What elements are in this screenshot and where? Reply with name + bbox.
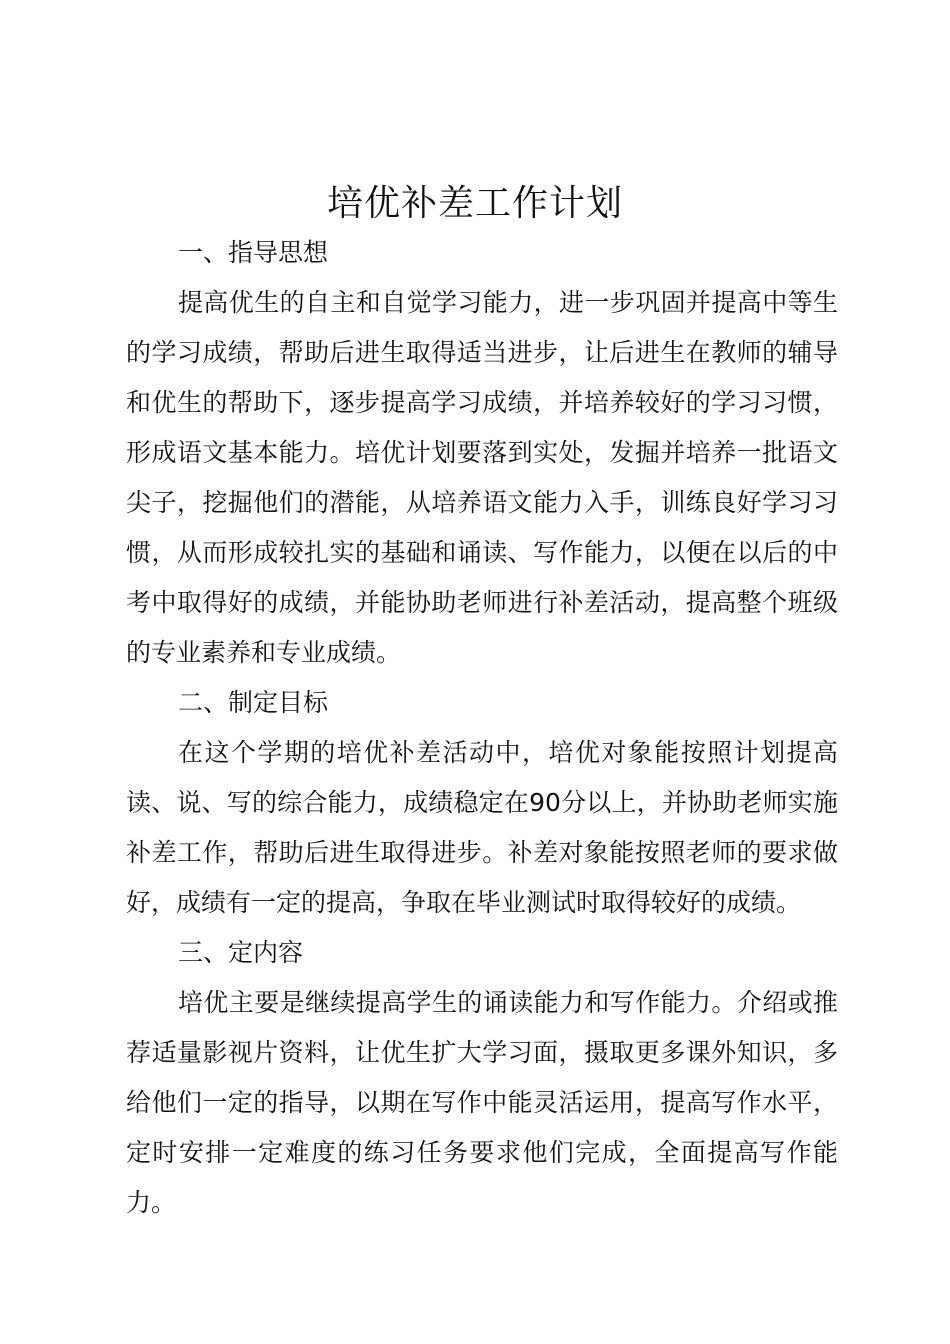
section-heading-guiding-ideology: 一、指导思想	[178, 238, 329, 267]
document-body	[126, 228, 838, 1228]
section-paragraph-content: 培优主要是继续提高学生的诵读能力和写作能力。介绍或推荐适量影视片资料，让优生扩大学习面，摄取更多课外知识，多给他们一定的指导，以期在写作中能灵活运用，提高写作水平，定时安排一定难度的练习任务要求他们完成，全面提高写作能力。	[126, 988, 838, 1217]
section-heading-goals: 二、制定目标	[178, 688, 329, 717]
section-heading-content: 三、定内容	[178, 938, 304, 967]
section-paragraph-guiding-ideology: 提高优生的自主和自觉学习能力，进一步巩固并提高中等生的学习成绩，帮助后进生取得适当进步，让后进生在教师的辅导和优生的帮助下，逐步提高学习成绩，并培养较好的学习习惯，形成语文基本能力。培优计划要落到实处，发掘并培养一批语文尖子，挖掘他们的潜能，从培养语文能力入手，训练良好学习习惯，从而形成较扎实的基础和诵读、写作能力，以便在以后的中考中取得好的成绩，并能协助老师进行补差活动，提高整个班级的专业素养和专业成绩。	[126, 288, 838, 667]
section-paragraph-goals: 在这个学期的培优补差活动中，培优对象能按照计划提高读、说、写的综合能力，成绩稳定在90分以上，并协助老师实施补差工作，帮助后进生取得进步。补差对象能按照老师的要求做好，成绩有一定的提高，争取在毕业测试时取得较好的成绩。	[126, 738, 838, 917]
document-title: 培优补差工作计划	[326, 183, 623, 224]
